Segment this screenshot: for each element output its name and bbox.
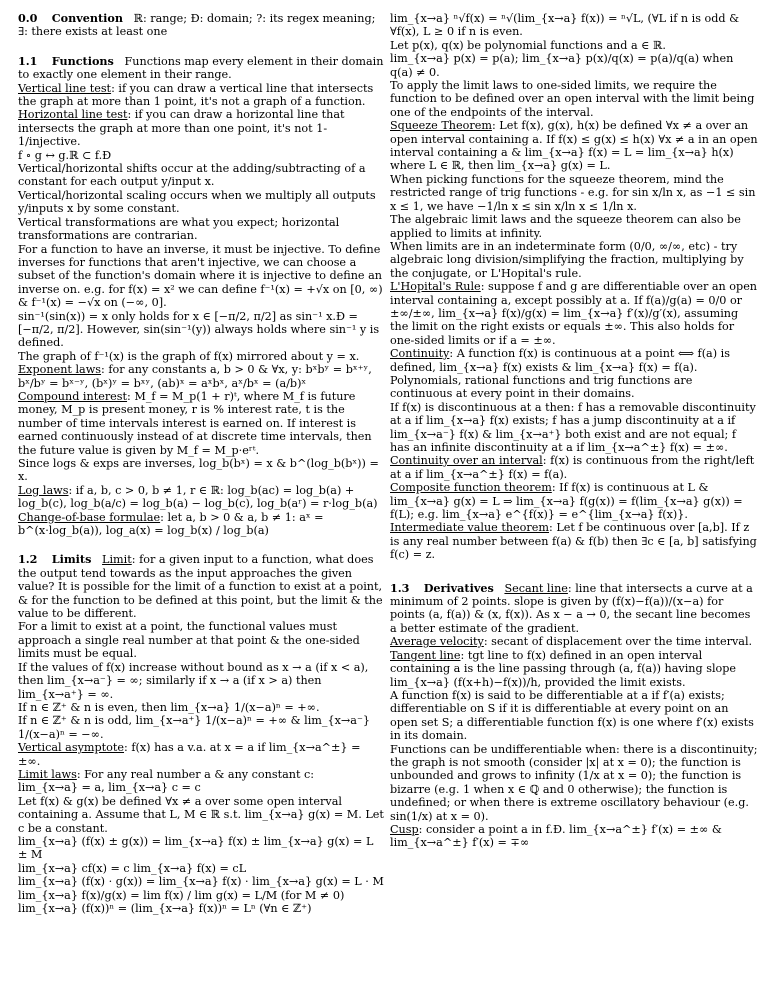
term-text: : if a, b, c > 0, b ≠ 1, r ∈ ℝ: log_b(ac) = log_b(a) + log_b(c), log_b(a/c) = log_b(a) − log_b(c), log_b(aʳ) = r·log_b(a) xyxy=(18,483,378,511)
term-text: : line that intersects a curve at a minimum of 2 points. slope is given by (f(x)−f(a))/(x−a) for points (a, f(a)) & (x, f(x)). As x − a → 0, the secant line becomes a better estimate of the gradient. xyxy=(390,581,753,635)
intermediate-value-theorem xyxy=(390,521,758,561)
limit-laws xyxy=(18,768,386,781)
term-text: : f(x) is continuous from the right/left at a if lim_{x→a^±} f(x) = f(a). xyxy=(390,454,755,481)
scale-rule: Vertical/horizontal scaling occurs when we multiply all outputs y/inputs x by some constant. xyxy=(18,188,376,216)
vertical-asymptote xyxy=(18,741,386,768)
term-text: : A function f(x) is continuous at a point ⟺ f(a) is defined, lim_{x→a} f(x) exists & lim_{x→a} f(x) = f(a). xyxy=(390,347,730,374)
term-text: : For any real number a & any constant c: xyxy=(76,767,315,781)
exponent-laws xyxy=(18,363,386,390)
limit-law-7: lim_{x→a} (f(x))ⁿ = (lim_{x→a} f(x))ⁿ = Lⁿ (∀n ∈ ℤ⁺) xyxy=(18,902,312,915)
derivatives-intro xyxy=(390,582,758,636)
term-label: L'Hopital's Rule xyxy=(390,280,481,294)
differentiable: A function f(x) is said to be differentiable at a if f′(a) exists; differentiable on S if it is differentiable at every point on an open set S; a differentiable function f(x) is one where f′(x) exists in its domain. xyxy=(390,688,754,743)
term-text: : secant of displacement over the time interval. xyxy=(483,635,753,649)
section-title: Derivatives xyxy=(423,580,494,595)
term-text: : M_f = M_p(1 + r)ᵗ, where M_f is future money, M_p is present money, r is % interest rate, t is the number of time intervals interest is earned on. If interest is earned continuously instead of at discrete time intervals, then the future value is given by M_f = M_p·eʳᵗ. xyxy=(18,389,372,457)
term-text: : if you can draw a vertical line that intersects the graph at more than 1 point, it's not a graph of a function. xyxy=(18,81,374,109)
compound-interest xyxy=(18,390,386,457)
term-label: Continuity over an interval xyxy=(390,454,543,468)
limits-intro xyxy=(18,553,386,620)
contrarian-rule: Vertical transformations are what you expect; horizontal transformations are contrarian. xyxy=(18,215,340,243)
limits-at-infinity: The algebraic limit laws and the squeeze theorem can also be applied to limits at infinity. xyxy=(390,213,741,240)
vertical-line-test xyxy=(18,82,386,109)
arcsin-rule: sin⁻¹(sin(x)) = x only holds for x ∈ [−π/2, π/2] as sin⁻¹ x.Ɖ = [−π/2, π/2]. However, sin(sin⁻¹(y)) always holds where sin⁻¹ y is defined. xyxy=(18,309,380,350)
term-label: Secant line xyxy=(504,581,568,595)
polynomial-intro: Let p(x), q(x) be polynomial functions and a ∈ ℝ. xyxy=(390,38,666,52)
limit-law-5: lim_{x→a} (f(x) · g(x)) = lim_{x→a} f(x) · lim_{x→a} g(x) = L · M xyxy=(18,875,384,889)
polynomial-limit: lim_{x→a} p(x) = p(a); lim_{x→a} p(x)/q(x) = p(a)/q(a) when q(a) ≠ 0. xyxy=(390,52,734,79)
convention-text: ℝ: range; Ɖ: domain; ?: its regex meaning; ∃: there exists at least one xyxy=(18,12,376,39)
term-label: Change-of-base formulae xyxy=(18,510,161,524)
section-title: Convention xyxy=(51,11,123,25)
term-text: : consider a point a in f.Ɖ. lim_{x→a^±} f′(x) = ±∞ & lim_{x→a^±} f′(x) = ∓∞ xyxy=(390,822,722,850)
squeeze-theorem xyxy=(390,119,758,173)
term-text: : f(x) has a v.a. at x = a if lim_{x→a^±} = ±∞. xyxy=(18,741,361,768)
section-number: 1.1 xyxy=(18,53,38,68)
undifferentiable: Functions can be undifferentiable when: there is a discontinuity; the graph is not smooth (consider |x| at x = 0); the function is unbounded and grows to infinity (1/x at x = 0); the function is bizarre (e.g. 1 when x ∈ ℚ and 0 otherwise); the function is undefined; or when there is extreme oscillatory behaviour (e.g. sin(1/x) at x = 0). xyxy=(390,742,758,823)
squeeze-trig: When picking functions for the squeeze theorem, mind the restricted range of trig functions - e.g. for sin x/ln x, as −1 ≤ sin x ≤ 1, we have −1/ln x ≤ sin x/ln x ≤ 1/ln x. xyxy=(390,172,756,213)
term-text: : tgt line to f(x) defined in an open interval containing a is the line passing through (a, f(a)) having slope lim_{x→a} (f(x+h)−f(x))/h, provided the limit exists. xyxy=(390,648,737,689)
term-label: Limit xyxy=(102,553,132,567)
tangent-line xyxy=(390,649,758,689)
section-number: 1.3 xyxy=(390,580,410,595)
continuous-functions: Polynomials, rational functions and trig functions are continuous at every point in their domains. xyxy=(390,373,693,401)
root-limit-law: lim_{x→a} ⁿ√f(x) = ⁿ√(lim_{x→a} f(x)) = ⁿ√L, (∀L if n is odd & ∀f(x), L ≥ 0 if n is even. xyxy=(390,12,740,39)
term-label: Composite function theorem xyxy=(390,481,552,495)
section-number: 1.2 xyxy=(18,552,38,567)
term-label: Limit laws xyxy=(18,767,77,781)
term-label: Exponent laws xyxy=(18,363,102,377)
composite-theorem xyxy=(390,481,758,521)
odd-power-limit: If n ∈ ℤ⁺ & n is odd, lim_{x→a⁺} 1/(x−a)ⁿ = +∞ & lim_{x→a⁻} 1/(x−a)ⁿ = −∞. xyxy=(18,714,370,741)
inverse-rule: For a function to have an inverse, it must be injective. To define inverses for functions that aren't injective, we can choose a subset of the function's domain where it is injective to define an inverse on. e.g. for f(x) = x² we can define f⁻¹(x) = +√x on [0, ∞) & f⁻¹(x) = −√x on (−∞, 0]. xyxy=(18,242,383,310)
limit-law-4: lim_{x→a} cf(x) = c lim_{x→a} f(x) = cL xyxy=(18,861,247,875)
cusp xyxy=(390,823,758,850)
term-label: Squeeze Theorem xyxy=(390,119,492,133)
term-text: : Let f(x), g(x), h(x) be defined ∀x ≠ a over an open interval containing a. If f(x) ≤ g(x) ≤ h(x) ∀x ≠ a in an open interval containing a & lim_{x→a} f(x) = L = lim_{x→a} h(x) where L ∈ ℝ, then lim_{x→a} g(x) = L. xyxy=(390,119,758,173)
term-label: Average velocity xyxy=(390,635,484,649)
term-label: Vertical line test xyxy=(18,81,112,95)
term-label: Compound interest xyxy=(18,389,128,403)
continuity xyxy=(390,347,758,374)
convention-paragraph xyxy=(18,12,386,39)
even-power-limit: If n ∈ ℤ⁺ & n is even, then lim_{x→a} 1/(x−a)ⁿ = +∞. xyxy=(18,700,320,714)
limits-intro-text: : for a given input to a function, what does the output tend towards as the input approaches the given value? It is possible for the limit of a function to exist at a point, & for the function to be defined at this point, but the limit & the value to be different. xyxy=(18,553,383,621)
average-velocity xyxy=(390,635,758,648)
right-column xyxy=(390,12,758,850)
section-title: Functions xyxy=(51,53,114,68)
functions-intro xyxy=(18,55,386,82)
term-text: : Let f be continuous over [a,b]. If z is any real number between f(a) & f(b) then ∃c ∈ [a, b] satisfying f(c) = z. xyxy=(390,521,757,562)
composition-rule: f ∘ g ↔ g.ℝ ⊂ f.Ɖ xyxy=(18,148,112,162)
term-label: Horizontal line test xyxy=(18,108,128,122)
left-column xyxy=(18,12,386,915)
one-sided-laws: To apply the limit laws to one-sided limits, we require the function to be defined over an open interval with the limit being one of the endpoints of the interval. xyxy=(390,79,755,119)
change-of-base xyxy=(18,511,386,538)
continuity-interval xyxy=(390,454,758,481)
term-text: : let a, b > 0 & a, b ≠ 1: aˣ = b^(x·log_b(a)), log_a(x) = log_b(x) / log_b(a) xyxy=(18,510,324,538)
log-exp-inverse: Since logs & exps are inverses, log_b(bˣ) = x & b^(log_b(bˣ)) = x. xyxy=(18,457,379,484)
term-label: Intermediate value theorem xyxy=(390,521,549,535)
term-text: : suppose f and g are differentiable over an open interval containing a, except possibly at a. If f(a)/g(a) = 0/0 or ±∞/±∞, lim_{x→a} f(x)/g(x) = lim_{x→a} f′(x)/g′(x), assuming the limit on the right exists or equals ±∞. This also holds for one-sided limits or if a = ±∞. xyxy=(390,280,758,347)
limit-law-6: lim_{x→a} f(x)/g(x) = lim f(x) / lim g(x) = L/M (for M ≠ 0) xyxy=(18,888,345,902)
term-label: Tangent line xyxy=(390,648,461,662)
limit-law-1: lim_{x→a} = a, lim_{x→a} c = c xyxy=(18,781,201,795)
section-title: Limits xyxy=(51,552,92,567)
term-label: Log laws xyxy=(18,483,69,497)
term-label: Vertical asymptote xyxy=(18,741,125,755)
log-laws xyxy=(18,484,386,511)
term-text: : If f(x) is continuous at L & lim_{x→a} g(x) = L ⇒ lim_{x→a} f(g(x)) = f(lim_{x→a} g(x)) = f(L); e.g. lim_{x→a} e^{f(x)} = e^{lim_{x→a} f(x)}. xyxy=(390,481,743,522)
term-text: : for any constants a, b > 0 & ∀x, y: bˣbʸ = bˣ⁺ʸ, bˣ/bʸ = bˣ⁻ʸ, (bˣ)ʸ = bˣʸ, (ab)ˣ = aˣbˣ, aˣ/bˣ = (a/b)ˣ xyxy=(18,363,372,390)
lhopital-rule xyxy=(390,280,758,347)
limit-existence: For a limit to exist at a point, the functional values must approach a single real number at that point & the one-sided limits must be equal. xyxy=(18,620,360,661)
limit-law-2: Let f(x) & g(x) be defined ∀x ≠ a over some open interval containing a. Assume that L, M ∈ ℝ s.t. lim_{x→a} g(x) = M. Let c be a constant. xyxy=(18,794,384,835)
term-text: : if you can draw a horizontal line that intersects the graph at more than one point, it's not 1-1/injective. xyxy=(18,108,345,149)
term-label: Continuity xyxy=(390,347,450,361)
indeterminate-forms: When limits are in an indeterminate form (0/0, ∞/∞, etc) - try algebraic long division/simplifying the fraction, multiplying by the conjugate, or L'Hopital's rule. xyxy=(390,239,744,280)
limit-law-3: lim_{x→a} (f(x) ± g(x)) = lim_{x→a} f(x) ± lim_{x→a} g(x) = L ± M xyxy=(18,834,374,862)
mirror-rule: The graph of f⁻¹(x) is the graph of f(x) mirrored about y = x. xyxy=(18,349,360,363)
shift-rule: Vertical/horizontal shifts occur at the adding/subtracting of a constant for each output y/input x. xyxy=(18,162,366,189)
functions-intro-text: Functions map every element in their domain to exactly one element in their range. xyxy=(18,54,384,82)
infinite-limits: If the values of f(x) increase without bound as x → a (if x < a), then lim_{x→a⁻} = ∞; similarly if x → a (if x > a) then lim_{x→a⁺} = ∞. xyxy=(18,660,369,701)
horizontal-line-test xyxy=(18,108,386,148)
discontinuities: If f(x) is discontinuous at a then: f has a removable discontinuity at a if lim_{x→a} f(x) exists; f has a jump discontinuity at a if lim_{x→a⁻} f(x) & lim_{x→a⁺} both exist and are not equal; f has an infinite discontinuity at a if lim_{x→a^±} f(x) = ±∞. xyxy=(390,400,756,454)
section-number: 0.0 xyxy=(18,11,38,25)
term-label: Cusp xyxy=(390,822,419,836)
